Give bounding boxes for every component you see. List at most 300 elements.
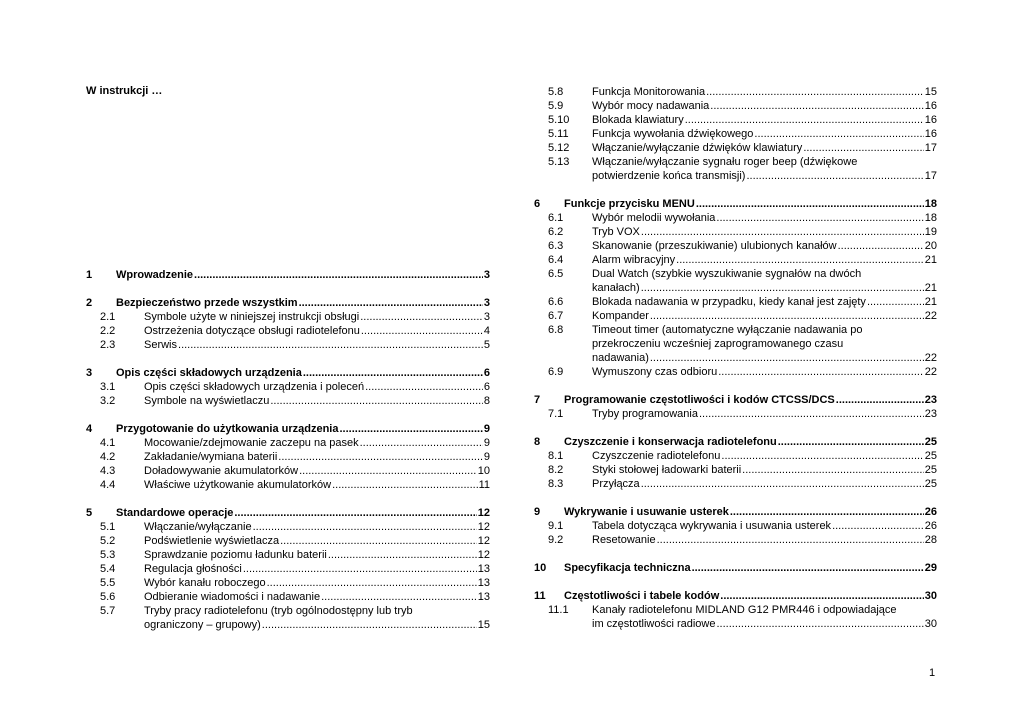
toc-entry-number: 6.6 bbox=[548, 296, 564, 308]
toc-dot-leader bbox=[641, 281, 924, 295]
toc-section-entry[interactable] bbox=[86, 422, 490, 436]
toc-subsection-entry[interactable] bbox=[86, 436, 490, 450]
toc-subsection-entry[interactable] bbox=[86, 464, 490, 478]
toc-entry-title: ograniczony – grupowy) bbox=[144, 619, 261, 631]
toc-dot-leader bbox=[754, 127, 923, 141]
toc-dot-leader bbox=[280, 534, 477, 548]
toc-entry-number: 4.2 bbox=[100, 451, 116, 463]
toc-subsection-entry[interactable] bbox=[86, 380, 490, 394]
toc-dot-leader bbox=[365, 380, 483, 394]
toc-subsection-entry[interactable] bbox=[86, 590, 490, 604]
toc-entry-line bbox=[564, 561, 937, 575]
toc-entry-number: 6.1 bbox=[548, 212, 564, 224]
toc-dot-leader bbox=[303, 366, 483, 380]
toc-dot-leader bbox=[867, 295, 924, 309]
toc-subsection-entry[interactable] bbox=[534, 253, 937, 267]
toc-entry-page: 22 bbox=[924, 352, 937, 364]
toc-entry-line bbox=[564, 393, 937, 407]
toc-subsection-entry-middle-line bbox=[534, 337, 937, 351]
toc-entry-line bbox=[592, 519, 937, 533]
toc-entry-number: 4.4 bbox=[100, 479, 116, 491]
toc-subsection-entry-first-line bbox=[534, 603, 937, 617]
toc-entry-title: Alarm wibracyjny bbox=[592, 254, 676, 266]
toc-dot-leader bbox=[720, 589, 923, 603]
toc-entry-line bbox=[564, 505, 937, 519]
section-spacer bbox=[534, 547, 937, 561]
toc-subsection-entry[interactable] bbox=[534, 309, 937, 323]
toc-subsection-entry[interactable] bbox=[534, 295, 937, 309]
toc-entry-page: 29 bbox=[924, 562, 937, 574]
toc-entry-title: Tryb VOX bbox=[592, 226, 640, 238]
toc-entry-page: 30 bbox=[924, 590, 937, 602]
toc-entry-page: 19 bbox=[924, 226, 937, 238]
toc-entry-line bbox=[592, 477, 937, 491]
toc-subsection-entry[interactable] bbox=[534, 169, 937, 183]
toc-dot-leader bbox=[278, 450, 483, 464]
toc-entry-title: Tabela dotycząca wykrywania i usuwania usterek bbox=[592, 520, 832, 532]
toc-entry-page: 16 bbox=[924, 100, 937, 112]
toc-entry-title: Podświetlenie wyświetlacza bbox=[144, 535, 280, 547]
toc-section-entry[interactable] bbox=[534, 197, 937, 211]
toc-entry-number: 1 bbox=[86, 269, 93, 281]
toc-entry-page: 12 bbox=[477, 549, 490, 561]
toc-entry-number: 5.6 bbox=[100, 591, 116, 603]
toc-entry-title-line: Włączanie/wyłączanie sygnału roger beep (dźwiękowe bbox=[592, 156, 858, 168]
toc-entry-number: 5 bbox=[86, 507, 93, 519]
toc-entry-number: 2.1 bbox=[100, 311, 116, 323]
toc-dot-leader bbox=[267, 576, 477, 590]
toc-entry-number: 4.1 bbox=[100, 437, 116, 449]
toc-entry-title: Symbole użyte w niniejszej instrukcji obsługi bbox=[144, 311, 360, 323]
toc-subsection-entry[interactable] bbox=[86, 394, 490, 408]
toc-dot-leader bbox=[194, 268, 483, 282]
toc-entry-title-line: Kanały radiotelefonu MIDLAND G12 PMR446 i odpowiadające bbox=[592, 604, 897, 616]
toc-entry-page: 13 bbox=[477, 563, 490, 575]
toc-dot-leader bbox=[332, 478, 478, 492]
toc-entry-page: 9 bbox=[483, 423, 490, 435]
toc-entry-number: 10 bbox=[534, 562, 547, 574]
toc-entry-line bbox=[144, 436, 490, 450]
toc-entry-line bbox=[592, 127, 937, 141]
toc-entry-page: 28 bbox=[924, 534, 937, 546]
toc-dot-leader bbox=[361, 324, 483, 338]
toc-entry-line bbox=[144, 450, 490, 464]
toc-entry-page: 17 bbox=[924, 170, 937, 182]
toc-entry-number: 6.3 bbox=[548, 240, 564, 252]
toc-entry-line bbox=[592, 85, 937, 99]
toc-entry-number: 6.4 bbox=[548, 254, 564, 266]
toc-subsection-entry[interactable] bbox=[534, 477, 937, 491]
section-spacer bbox=[86, 408, 490, 422]
toc-entry-page: 8 bbox=[483, 395, 490, 407]
toc-entry-line bbox=[144, 590, 490, 604]
toc-entry-page: 9 bbox=[483, 451, 490, 463]
toc-entry-title: Blokada nadawania w przypadku, kiedy kanał jest zajęty bbox=[592, 296, 866, 308]
toc-section-entry[interactable] bbox=[86, 366, 490, 380]
toc-entry-title: Blokada klawiatury bbox=[592, 114, 684, 126]
toc-entry-page: 26 bbox=[924, 520, 937, 532]
toc-dot-leader bbox=[716, 617, 923, 631]
toc-dot-leader bbox=[696, 197, 924, 211]
toc-entry-page: 15 bbox=[924, 86, 937, 98]
toc-entry-number: 5.4 bbox=[100, 563, 116, 575]
toc-entry-number: 5.1 bbox=[100, 521, 116, 533]
toc-subsection-entry[interactable] bbox=[86, 310, 490, 324]
toc-entry-title: Mocowanie/zdejmowanie zaczepu na pasek bbox=[144, 437, 359, 449]
toc-entry-title: Funkcje przycisku MENU bbox=[564, 198, 695, 210]
toc-entry-page: 25 bbox=[924, 436, 937, 448]
toc-entry-page: 25 bbox=[924, 450, 937, 462]
toc-subsection-entry[interactable] bbox=[534, 141, 937, 155]
toc-entry-line bbox=[592, 617, 937, 631]
toc-dot-leader bbox=[699, 407, 924, 421]
toc-entry-title: Zakładanie/wymiana baterii bbox=[144, 451, 278, 463]
toc-subsection-entry[interactable] bbox=[86, 548, 490, 562]
toc-entry-number: 3 bbox=[86, 367, 93, 379]
toc-entry-number: 9.2 bbox=[548, 534, 564, 546]
toc-dot-leader bbox=[692, 561, 924, 575]
toc-dot-leader bbox=[321, 590, 477, 604]
toc-entry-title: Czyszczenie i konserwacja radiotelefonu bbox=[564, 436, 777, 448]
toc-dot-leader bbox=[832, 519, 924, 533]
toc-dot-leader bbox=[641, 225, 924, 239]
toc-entry-line bbox=[592, 449, 937, 463]
toc-entry-line bbox=[564, 589, 937, 603]
toc-entry-page: 23 bbox=[924, 394, 937, 406]
toc-entry-page: 21 bbox=[924, 296, 937, 308]
toc-entry-page: 23 bbox=[924, 408, 937, 420]
toc-entry-number: 5.8 bbox=[548, 86, 564, 98]
toc-entry-title: Symbole na wyświetlaczu bbox=[144, 395, 270, 407]
toc-dot-leader bbox=[685, 113, 924, 127]
toc-entry-title: Wybór kanału roboczego bbox=[144, 577, 266, 589]
toc-subsection-entry-first-line bbox=[534, 323, 937, 337]
toc-entry-title: Funkcja wywołania dźwiękowego bbox=[592, 128, 754, 140]
toc-entry-line bbox=[116, 366, 490, 380]
toc-entry-number: 5.5 bbox=[100, 577, 116, 589]
toc-entry-number: 5.12 bbox=[548, 142, 570, 154]
toc-subsection-entry[interactable] bbox=[86, 338, 490, 352]
toc-entry-number: 2.2 bbox=[100, 325, 116, 337]
toc-entry-line bbox=[592, 225, 937, 239]
toc-subsection-entry[interactable] bbox=[534, 617, 937, 631]
toc-entry-line bbox=[592, 253, 937, 267]
toc-entry-page: 16 bbox=[924, 114, 937, 126]
toc-entry-title: Regulacja głośności bbox=[144, 563, 242, 575]
toc-dot-leader bbox=[716, 211, 923, 225]
toc-entry-number: 4 bbox=[86, 423, 93, 435]
toc-entry-title: Opis części składowych urządzenia i poleceń bbox=[144, 381, 365, 393]
toc-entry-number: 8.1 bbox=[548, 450, 564, 462]
toc-subsection-entry[interactable] bbox=[86, 478, 490, 492]
toc-entry-title: Opis części składowych urządzenia bbox=[116, 367, 302, 379]
toc-subsection-entry[interactable] bbox=[534, 211, 937, 225]
section-spacer bbox=[534, 183, 937, 197]
toc-subsection-entry[interactable] bbox=[86, 534, 490, 548]
toc-entry-line bbox=[144, 618, 490, 632]
toc-dot-leader bbox=[657, 533, 924, 547]
toc-entry-page: 22 bbox=[924, 366, 937, 378]
toc-dot-leader bbox=[746, 169, 923, 183]
toc-subsection-entry[interactable] bbox=[534, 127, 937, 141]
section-spacer bbox=[86, 282, 490, 296]
toc-entry-title: Programowanie częstotliwości i kodów CTCSS/DCS bbox=[564, 394, 835, 406]
toc-entry-line bbox=[116, 296, 490, 310]
toc-subsection-entry[interactable] bbox=[534, 519, 937, 533]
toc-subsection-entry[interactable] bbox=[86, 520, 490, 534]
toc-dot-leader bbox=[718, 365, 924, 379]
toc-entry-title-line: przekroczeniu wcześniej zaprogramowanego czasu bbox=[592, 338, 844, 350]
toc-subsection-entry-first-line bbox=[534, 267, 937, 281]
toc-entry-title: Wprowadzenie bbox=[116, 269, 194, 281]
toc-subsection-entry[interactable] bbox=[534, 463, 937, 477]
toc-entry-title: Częstotliwości i tabele kodów bbox=[564, 590, 720, 602]
toc-entry-number: 8.3 bbox=[548, 478, 564, 490]
toc-entry-line bbox=[144, 324, 490, 338]
toc-subsection-entry[interactable] bbox=[534, 407, 937, 421]
toc-dot-leader bbox=[243, 562, 477, 576]
toc-entry-page: 26 bbox=[924, 506, 937, 518]
toc-entry-title: Specyfikacja techniczna bbox=[564, 562, 691, 574]
toc-dot-leader bbox=[838, 239, 924, 253]
section-spacer bbox=[534, 575, 937, 589]
toc-dot-leader bbox=[299, 464, 477, 478]
toc-entry-title: kanałach) bbox=[592, 282, 640, 294]
toc-heading: W instrukcji … bbox=[86, 85, 163, 97]
toc-subsection-entry[interactable] bbox=[86, 576, 490, 590]
toc-section-entry[interactable] bbox=[534, 505, 937, 519]
toc-dot-leader bbox=[710, 99, 923, 113]
toc-dot-leader bbox=[360, 310, 483, 324]
toc-entry-title: Przyłącza bbox=[592, 478, 640, 490]
toc-entry-title: Serwis bbox=[144, 339, 178, 351]
toc-section-entry[interactable] bbox=[86, 268, 490, 282]
toc-entry-title: Odbieranie wiadomości i nadawanie bbox=[144, 591, 321, 603]
toc-entry-title: Bezpieczeństwo przede wszystkim bbox=[116, 297, 298, 309]
toc-entry-page: 25 bbox=[924, 478, 937, 490]
toc-entry-number: 9 bbox=[534, 506, 541, 518]
toc-dot-leader bbox=[778, 435, 924, 449]
toc-entry-line bbox=[144, 534, 490, 548]
toc-subsection-entry[interactable] bbox=[534, 365, 937, 379]
toc-entry-number: 6 bbox=[534, 198, 541, 210]
toc-entry-page: 3 bbox=[483, 311, 490, 323]
toc-entry-line bbox=[592, 211, 937, 225]
toc-dot-leader bbox=[262, 618, 477, 632]
toc-dot-leader bbox=[676, 253, 924, 267]
toc-dot-leader bbox=[234, 506, 476, 520]
toc-entry-line bbox=[144, 562, 490, 576]
section-spacer bbox=[86, 492, 490, 506]
toc-entry-page: 12 bbox=[477, 535, 490, 547]
section-spacer bbox=[534, 421, 937, 435]
toc-entry-line bbox=[592, 281, 937, 295]
toc-entry-line bbox=[564, 435, 937, 449]
toc-entry-number: 6.7 bbox=[548, 310, 564, 322]
toc-dot-leader bbox=[836, 393, 924, 407]
toc-subsection-entry[interactable] bbox=[534, 85, 937, 99]
toc-dot-leader bbox=[360, 436, 483, 450]
toc-entry-line bbox=[144, 548, 490, 562]
toc-entry-number: 5.3 bbox=[100, 549, 116, 561]
toc-entry-number: 9.1 bbox=[548, 520, 564, 532]
toc-entry-line bbox=[144, 338, 490, 352]
toc-entry-title-line: Tryby pracy radiotelefonu (tryb ogólnodostępny lub tryb bbox=[144, 605, 413, 617]
toc-entry-title: Wykrywanie i usuwanie usterek bbox=[564, 506, 729, 518]
toc-entry-line bbox=[592, 463, 937, 477]
toc-entry-page: 30 bbox=[924, 618, 937, 630]
toc-entry-title: Wymuszony czas odbioru bbox=[592, 366, 718, 378]
toc-entry-title: Standardowe operacje bbox=[116, 507, 234, 519]
toc-entry-title: potwierdzenie końca transmisji) bbox=[592, 170, 746, 182]
toc-entry-line bbox=[592, 239, 937, 253]
toc-entry-page: 20 bbox=[924, 240, 937, 252]
toc-dot-leader bbox=[270, 394, 483, 408]
toc-section-entry[interactable] bbox=[534, 435, 937, 449]
section-spacer bbox=[534, 491, 937, 505]
toc-subsection-entry[interactable] bbox=[534, 99, 937, 113]
toc-entry-title: Resetowanie bbox=[592, 534, 656, 546]
toc-dot-leader bbox=[803, 141, 923, 155]
toc-entry-page: 25 bbox=[924, 464, 937, 476]
toc-entry-line bbox=[592, 365, 937, 379]
toc-entry-number: 2.3 bbox=[100, 339, 116, 351]
toc-entry-page: 16 bbox=[924, 128, 937, 140]
toc-entry-number: 6.2 bbox=[548, 226, 564, 238]
toc-entry-page: 17 bbox=[924, 142, 937, 154]
toc-entry-line bbox=[592, 407, 937, 421]
toc-dot-leader bbox=[178, 338, 483, 352]
toc-dot-leader bbox=[650, 309, 924, 323]
toc-entry-number: 5.9 bbox=[548, 100, 564, 112]
toc-entry-title: Wybór melodii wywołania bbox=[592, 212, 716, 224]
toc-entry-line bbox=[592, 309, 937, 323]
toc-subsection-entry[interactable] bbox=[86, 450, 490, 464]
toc-entry-number: 5.7 bbox=[100, 605, 116, 617]
toc-entry-number: 6.8 bbox=[548, 324, 564, 336]
toc-entry-page: 5 bbox=[483, 339, 490, 351]
toc-entry-title: Tryby programowania bbox=[592, 408, 698, 420]
toc-entry-page: 11 bbox=[478, 479, 490, 491]
toc-subsection-entry[interactable] bbox=[534, 239, 937, 253]
toc-entry-title-line: Dual Watch (szybkie wyszukiwanie sygnałów na dwóch bbox=[592, 268, 862, 280]
toc-entry-title: Funkcja Monitorowania bbox=[592, 86, 706, 98]
toc-subsection-entry[interactable] bbox=[534, 351, 937, 365]
toc-entry-title: Styki stołowej ładowarki baterii bbox=[592, 464, 742, 476]
toc-entry-number: 11 bbox=[534, 590, 546, 602]
toc-entry-number: 5.11 bbox=[548, 128, 569, 140]
toc-entry-page: 18 bbox=[924, 198, 937, 210]
toc-subsection-entry-first-line bbox=[86, 604, 490, 618]
toc-subsection-entry[interactable] bbox=[86, 562, 490, 576]
toc-entry-number: 11.1 bbox=[548, 604, 569, 616]
page-number: 1 bbox=[929, 667, 936, 679]
toc-subsection-entry-first-line bbox=[534, 155, 937, 169]
toc-entry-line bbox=[144, 576, 490, 590]
toc-entry-title: Sprawdzanie poziomu ładunku baterii bbox=[144, 549, 327, 561]
toc-section-entry[interactable] bbox=[534, 561, 937, 575]
toc-section-entry[interactable] bbox=[86, 296, 490, 310]
toc-entry-number: 6.5 bbox=[548, 268, 564, 280]
toc-entry-title: Właściwe użytkowanie akumulatorków bbox=[144, 479, 332, 491]
toc-entry-title: nadawania) bbox=[592, 352, 649, 364]
toc-subsection-entry[interactable] bbox=[534, 225, 937, 239]
toc-entry-page: 12 bbox=[477, 521, 490, 533]
toc-entry-number: 4.3 bbox=[100, 465, 116, 477]
toc-dot-leader bbox=[730, 505, 924, 519]
toc-subsection-entry[interactable] bbox=[534, 113, 937, 127]
toc-entry-page: 21 bbox=[924, 254, 937, 266]
toc-entry-number: 8.2 bbox=[548, 464, 564, 476]
toc-entry-line bbox=[144, 464, 490, 478]
toc-section-entry[interactable] bbox=[534, 393, 937, 407]
toc-entry-line bbox=[144, 394, 490, 408]
toc-subsection-entry[interactable] bbox=[86, 618, 490, 632]
toc-entry-number: 6.9 bbox=[548, 366, 564, 378]
toc-section-entry[interactable] bbox=[534, 589, 937, 603]
toc-entry-title: Doładowywanie akumulatorków bbox=[144, 465, 299, 477]
toc-subsection-entry[interactable] bbox=[534, 449, 937, 463]
toc-entry-page: 6 bbox=[483, 381, 490, 393]
toc-dot-leader bbox=[299, 296, 483, 310]
toc-dot-leader bbox=[253, 520, 477, 534]
toc-entry-title: Włączanie/wyłączanie bbox=[144, 521, 252, 533]
toc-entry-line bbox=[116, 422, 490, 436]
toc-entry-title: im częstotliwości radiowe bbox=[592, 618, 716, 630]
toc-subsection-entry[interactable] bbox=[534, 533, 937, 547]
toc-entry-line bbox=[592, 113, 937, 127]
toc-entry-page: 3 bbox=[483, 269, 490, 281]
toc-entry-page: 6 bbox=[483, 367, 490, 379]
section-spacer bbox=[534, 379, 937, 393]
toc-section-entry[interactable] bbox=[86, 506, 490, 520]
toc-entry-page: 15 bbox=[477, 619, 490, 631]
toc-dot-leader bbox=[641, 477, 924, 491]
toc-entry-number: 7.1 bbox=[548, 408, 564, 420]
toc-dot-leader bbox=[706, 85, 924, 99]
toc-entry-line bbox=[144, 380, 490, 394]
toc-entry-page: 13 bbox=[477, 577, 490, 589]
toc-entry-page: 3 bbox=[483, 297, 490, 309]
toc-entry-page: 13 bbox=[477, 591, 490, 603]
toc-left-column bbox=[86, 268, 490, 632]
toc-dot-leader bbox=[339, 422, 482, 436]
toc-entry-title: Włączanie/wyłączanie dźwięków klawiatury bbox=[592, 142, 803, 154]
toc-entry-title: Skanowanie (przeszukiwanie) ulubionych kanałów bbox=[592, 240, 837, 252]
toc-entry-title-line: Timeout timer (automatyczne wyłączanie nadawania po bbox=[592, 324, 863, 336]
toc-entry-line bbox=[592, 351, 937, 365]
toc-entry-number: 3.2 bbox=[100, 395, 116, 407]
toc-entry-page: 21 bbox=[924, 282, 937, 294]
toc-entry-number: 5.13 bbox=[548, 156, 570, 168]
toc-entry-page: 9 bbox=[483, 437, 490, 449]
toc-entry-line bbox=[592, 141, 937, 155]
toc-entry-title: Wybór mocy nadawania bbox=[592, 100, 710, 112]
toc-entry-number: 5.2 bbox=[100, 535, 116, 547]
toc-subsection-entry[interactable] bbox=[86, 324, 490, 338]
toc-subsection-entry[interactable] bbox=[534, 281, 937, 295]
toc-entry-number: 5.10 bbox=[548, 114, 570, 126]
toc-entry-line bbox=[144, 520, 490, 534]
toc-entry-line bbox=[592, 99, 937, 113]
toc-entry-line bbox=[144, 310, 490, 324]
toc-entry-page: 4 bbox=[483, 325, 490, 337]
toc-entry-line bbox=[592, 533, 937, 547]
toc-entry-title: Przygotowanie do użytkowania urządzenia bbox=[116, 423, 339, 435]
toc-entry-page: 10 bbox=[477, 465, 490, 477]
toc-entry-title: Ostrzeżenia dotyczące obsługi radiotelefonu bbox=[144, 325, 360, 337]
toc-entry-line bbox=[116, 268, 490, 282]
